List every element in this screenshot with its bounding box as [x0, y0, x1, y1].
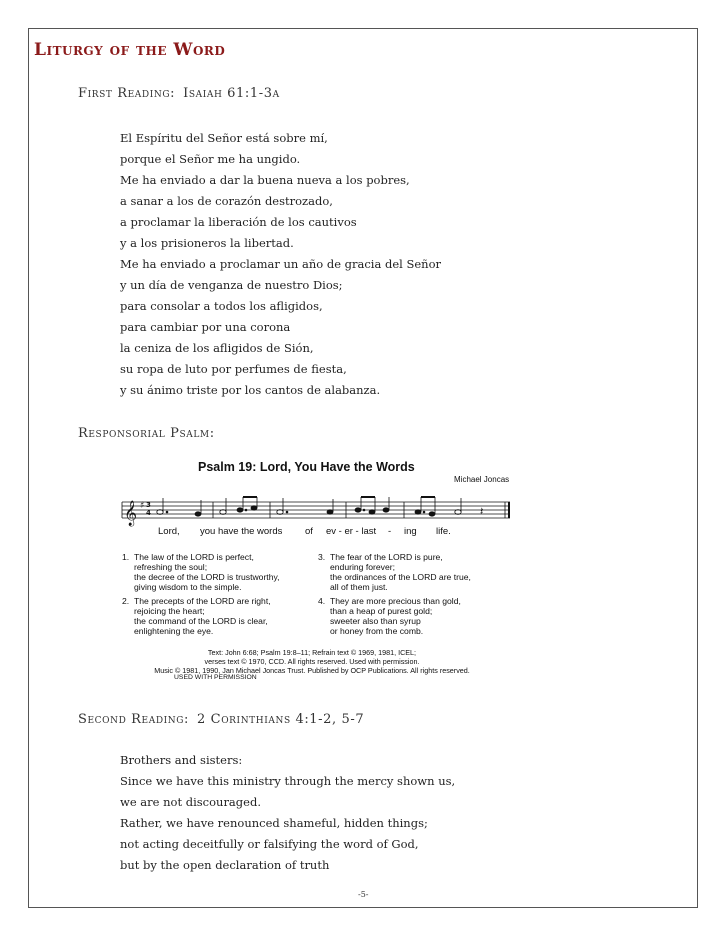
first-reading-reference: Isaiah 61:1-3a — [183, 86, 280, 101]
verse-line: sweeter also than syrup — [330, 616, 421, 626]
first-reading-label: First Reading: — [78, 86, 176, 101]
verse-line: than a heap of purest gold; — [330, 606, 433, 616]
reading-line: but by the open declaration of truth — [120, 858, 330, 872]
reading-line: y a los prisioneros la libertad. — [120, 236, 294, 250]
lyric: - — [388, 526, 392, 537]
composer: Michael Joncas — [454, 475, 510, 484]
lyric: life. — [436, 526, 451, 537]
verse-line: They are more precious than gold, — [330, 596, 461, 606]
lyric: ing — [404, 526, 417, 537]
reading-line: El Espíritu del Señor está sobre mí, — [120, 131, 328, 145]
verse-number: 4. — [318, 596, 326, 606]
used-with-permission: USED WITH PERMISSION — [174, 674, 257, 681]
psalm-lyrics — [118, 526, 508, 540]
svg-text:3: 3 — [146, 501, 151, 509]
verse-line: The fear of the LORD is pure, — [330, 552, 443, 562]
svg-text:♯: ♯ — [140, 501, 145, 511]
verse-line: the ordinances of the LORD are true, — [330, 572, 471, 582]
second-reading-text — [120, 750, 455, 876]
reading-line: not acting deceitfully or falsifying the word of God, — [120, 837, 419, 851]
verse-3 — [320, 552, 515, 592]
first-reading-text — [120, 128, 441, 401]
verse-1 — [124, 552, 319, 592]
lyric: of — [305, 526, 313, 537]
psalm-credits — [122, 648, 502, 675]
verse-line: all of them just. — [330, 582, 388, 592]
second-reading-heading — [78, 712, 364, 727]
reading-line: y un día de venganza de nuestro Dios; — [120, 278, 343, 292]
lyric: Lord, — [158, 526, 180, 537]
reading-line: Me ha enviado a dar la buena nueva a los pobres, — [120, 173, 410, 187]
verse-line: The precepts of the LORD are right, — [134, 596, 271, 606]
verse-line: enduring forever; — [330, 562, 395, 572]
psalm-block — [92, 458, 510, 688]
verse-line: enlightening the eye. — [134, 626, 214, 636]
reading-line: su ropa de luto por perfumes de fiesta, — [120, 362, 347, 376]
verse-line: rejoicing the heart; — [134, 606, 205, 616]
responsorial-heading: Responsorial Psalm: — [78, 426, 215, 441]
second-reading-reference: 2 Corinthians 4:1-2, 5-7 — [197, 712, 365, 727]
reading-line: la ceniza de los afligidos de Sión, — [120, 341, 314, 355]
verse-number: 1. — [122, 552, 130, 562]
reading-line: a sanar a los de corazón destrozado, — [120, 194, 333, 208]
credit-line: Text: John 6:68; Psalm 19:8–11; Refrain text © 1969, 1981, ICEL; — [207, 648, 417, 657]
svg-text:𝄞: 𝄞 — [124, 501, 138, 526]
svg-text:4: 4 — [146, 509, 151, 517]
verse-line: refreshing the soul; — [134, 562, 208, 572]
verse-line: the command of the LORD is clear, — [134, 616, 268, 626]
section-title: Liturgy of the Word — [34, 40, 226, 60]
reading-line: Brothers and sisters: — [120, 753, 243, 767]
reading-line: we are not discouraged. — [120, 795, 261, 809]
credit-line: verses text © 1970, CCD. All rights reserved. Used with permission. — [204, 657, 420, 666]
first-reading-heading — [78, 86, 280, 101]
reading-line: porque el Señor me ha ungido. — [120, 152, 301, 166]
reading-line: Since we have this ministry through the mercy shown us, — [120, 774, 456, 788]
svg-text:𝄽: 𝄽 — [480, 505, 484, 518]
second-reading-label: Second Reading: — [78, 712, 190, 727]
verse-number: 2. — [122, 596, 130, 606]
verse-line: giving wisdom to the simple. — [134, 582, 242, 592]
lyric: ev - er - last — [326, 526, 377, 537]
reading-line: Me ha enviado a proclamar un año de gracia del Señor — [120, 257, 442, 271]
verse-line: or honey from the comb. — [330, 626, 424, 636]
verse-line: The law of the LORD is perfect, — [134, 552, 254, 562]
verse-2 — [124, 596, 319, 636]
reading-line: para consolar a todos los afligidos, — [120, 299, 323, 313]
verse-number: 3. — [318, 552, 326, 562]
credit-line: Music © 1981, 1990, Jan Michael Joncas Trust. Published by OCP Publications. All rights reserved. — [154, 666, 470, 675]
reading-line: a proclamar la liberación de los cautivos — [120, 215, 357, 229]
page-number: -5- — [358, 890, 369, 899]
verse-line: the decree of the LORD is trustworthy, — [134, 572, 280, 582]
reading-line: y su ánimo triste por los cantos de alabanza. — [120, 383, 381, 397]
reading-line: Rather, we have renounced shameful, hidden things; — [120, 816, 428, 830]
psalm-title: Psalm 19: Lord, You Have the Words — [198, 460, 415, 474]
lyric: you have the words — [200, 526, 283, 537]
reading-line: para cambiar por una corona — [120, 320, 291, 334]
verse-4 — [320, 596, 515, 636]
